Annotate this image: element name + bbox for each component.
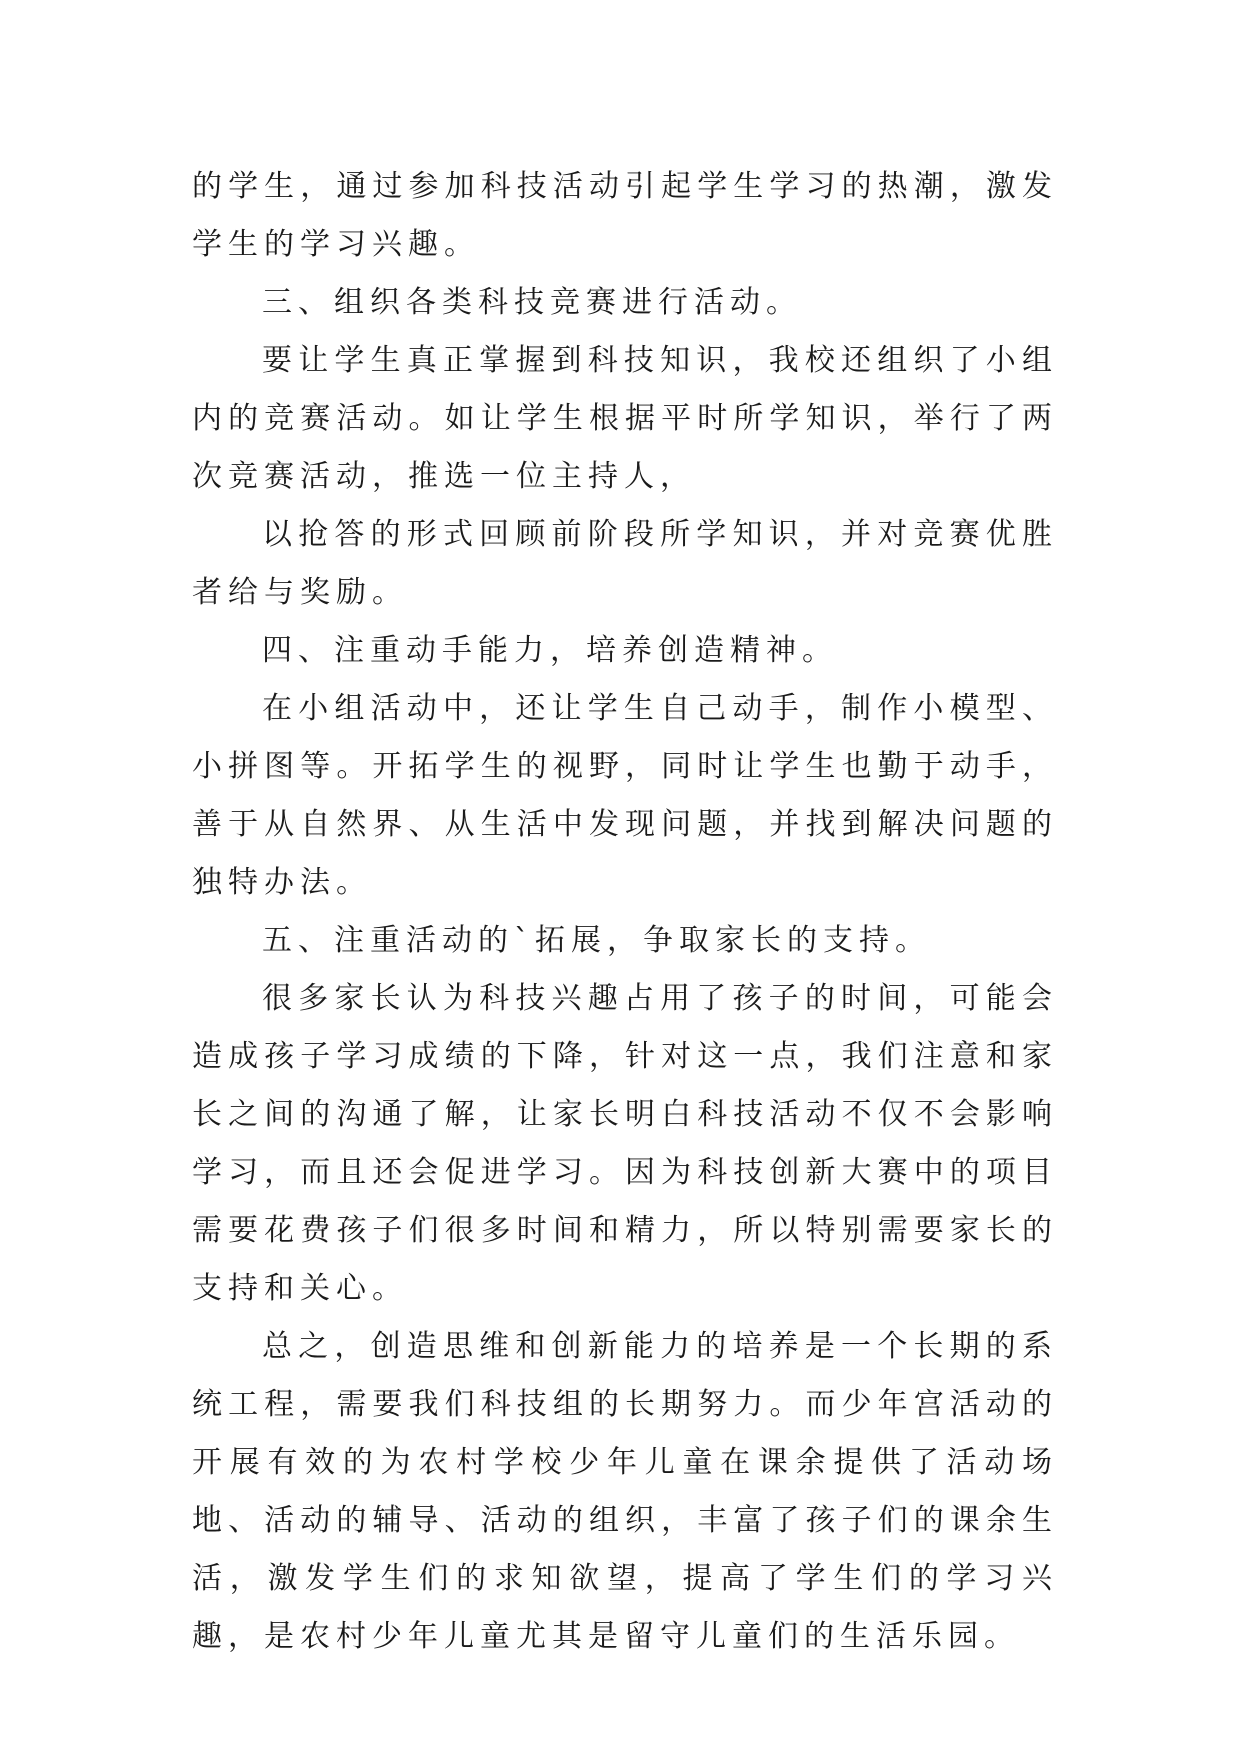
- paragraph-continuation: 的学生，通过参加科技活动引起学生学习的热潮，激发学生的学习兴趣。: [192, 169, 1058, 262]
- paragraph: 要让学生真正掌握到科技知识，我校还组织了小组内的竞赛活动。如让学生根据平时所学知识，举行了两次竞赛活动，推选一位主持人，: [192, 343, 1058, 494]
- document-body: [192, 158, 1058, 1666]
- paragraph: 很多家长认为科技兴趣占用了孩子的时间，可能会造成孩子学习成绩的下降，针对这一点，我们注意和家长之间的沟通了解，让家长明白科技活动不仅不会影响学习，而且还会促进学习。因为科技创新大赛中的项目需要花费孩子们很多时间和精力，所以特别需要家长的支持和关心。: [192, 981, 1058, 1306]
- paragraph: 以抢答的形式回顾前阶段所学知识，并对竞赛优胜者给与奖励。: [192, 517, 1058, 610]
- section-heading-4: 四、注重动手能力，培养创造精神。: [262, 633, 838, 668]
- section-heading-5: 五、注重活动的`拓展，争取家长的支持。: [262, 923, 931, 958]
- section-heading-3: 三、组织各类科技竞赛进行活动。: [262, 285, 802, 320]
- paragraph: 在小组活动中，还让学生自己动手，制作小模型、小拼图等。开拓学生的视野，同时让学生也勤于动手，善于从自然界、从生活中发现问题，并找到解决问题的独特办法。: [192, 691, 1058, 900]
- paragraph-conclusion: 总之，创造思维和创新能力的培养是一个长期的系统工程，需要我们科技组的长期努力。而少年宫活动的开展有效的为农村学校少年儿童在课余提供了活动场地、活动的辅导、活动的组织，丰富了孩子们的课余生活，激发学生们的求知欲望，提高了学生们的学习兴趣，是农村少年儿童尤其是留守儿童们的生活乐园。: [192, 1329, 1058, 1654]
